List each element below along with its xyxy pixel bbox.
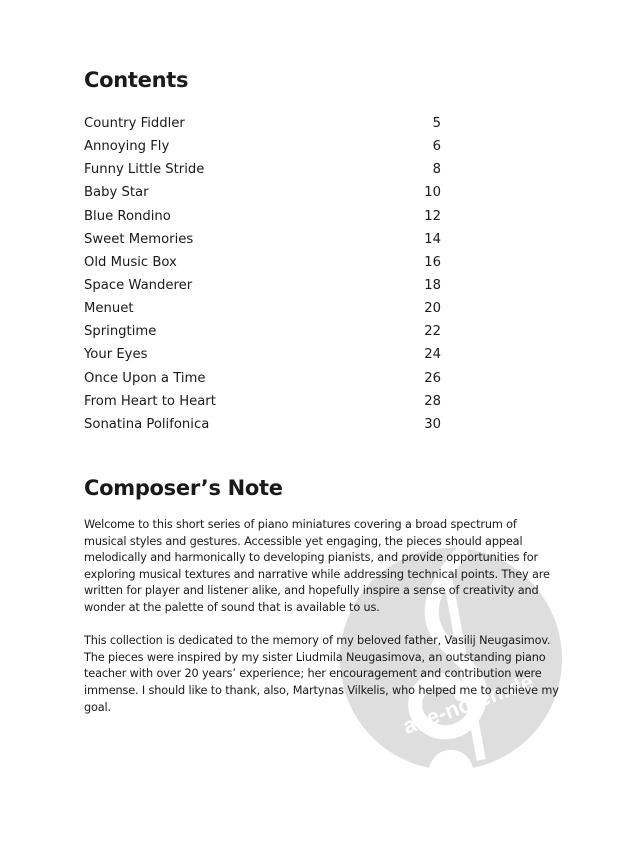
composers-note-body <box>84 517 559 733</box>
toc-entry <box>84 230 441 253</box>
toc-entry-page: 20 <box>424 301 441 317</box>
toc-entry-title: Baby Star <box>84 185 149 201</box>
contents-heading: Contents <box>84 68 189 92</box>
toc-entry-title: Funny Little Stride <box>84 162 205 178</box>
toc-entry <box>84 276 441 299</box>
note-paragraph: Welcome to this short series of piano miniatures covering a broad spectrum of musical styles and gestures. Accessible yet engaging, the pieces should appeal melodically and harmonically to developing pianists, and provide opportunities for exploring musical textures and narrative while addressing technical points. They are written for player and listener alike, and hopefully inspire a sense of creativity and wonder at the palette of sound that is available to us. <box>84 518 550 614</box>
toc-entry-title: Your Eyes <box>84 347 148 363</box>
toc-entry-title: Sweet Memories <box>84 231 194 247</box>
composers-note-heading: Composer’s Note <box>84 476 283 500</box>
toc-entry-page: 26 <box>424 370 441 386</box>
toc-entry <box>84 322 441 345</box>
toc-entry-page: 24 <box>424 347 441 363</box>
toc-entry-title: Space Wanderer <box>84 277 193 293</box>
toc-entry-title: From Heart to Heart <box>84 393 216 409</box>
toc-entry <box>84 207 441 230</box>
toc-entry <box>84 160 441 183</box>
toc-entry-page: 12 <box>424 208 441 224</box>
toc-entry-title: Annoying Fly <box>84 139 170 155</box>
toc-entry <box>84 392 441 415</box>
watermark-text: alle-noten.de <box>399 668 537 739</box>
toc-entry <box>84 345 441 368</box>
toc-entry-page: 16 <box>424 254 441 270</box>
table-of-contents <box>84 114 441 438</box>
toc-entry-title: Once Upon a Time <box>84 370 206 386</box>
toc-entry-page: 18 <box>424 277 441 293</box>
toc-entry-page: 30 <box>424 416 441 432</box>
toc-entry-title: Springtime <box>84 324 157 340</box>
toc-entry-page: 8 <box>432 162 441 178</box>
toc-entry-title: Sonatina Polifonica <box>84 416 210 432</box>
toc-entry-page: 22 <box>424 324 441 340</box>
toc-entry <box>84 299 441 322</box>
toc-entry-page: 5 <box>432 116 441 131</box>
toc-entry-page: 28 <box>424 393 441 409</box>
toc-entry <box>84 137 441 160</box>
toc-entry-page: 10 <box>424 185 441 201</box>
toc-entry-page: 14 <box>424 231 441 247</box>
toc-entry <box>84 114 441 137</box>
toc-entry-page: 6 <box>432 139 441 155</box>
toc-entry <box>84 183 441 206</box>
toc-entry <box>84 369 441 392</box>
toc-entry-title: Old Music Box <box>84 254 177 270</box>
note-paragraph: This collection is dedicated to the memory of my beloved father, Vasilij Neugasimov. The pieces were inspired by my sister Liudmila Neugasimova, an outstanding piano teacher with over 20 years’ experience; her encouragement and contribution were immense. I should like to thank, also, Martynas Vilkelis, who helped me to achieve my goal. <box>84 634 559 714</box>
toc-entry-title: Country Fiddler <box>84 116 185 131</box>
toc-entry-title: Menuet <box>84 301 134 317</box>
toc-entry <box>84 415 441 438</box>
toc-entry-title: Blue Rondino <box>84 208 171 224</box>
toc-entry <box>84 253 441 276</box>
